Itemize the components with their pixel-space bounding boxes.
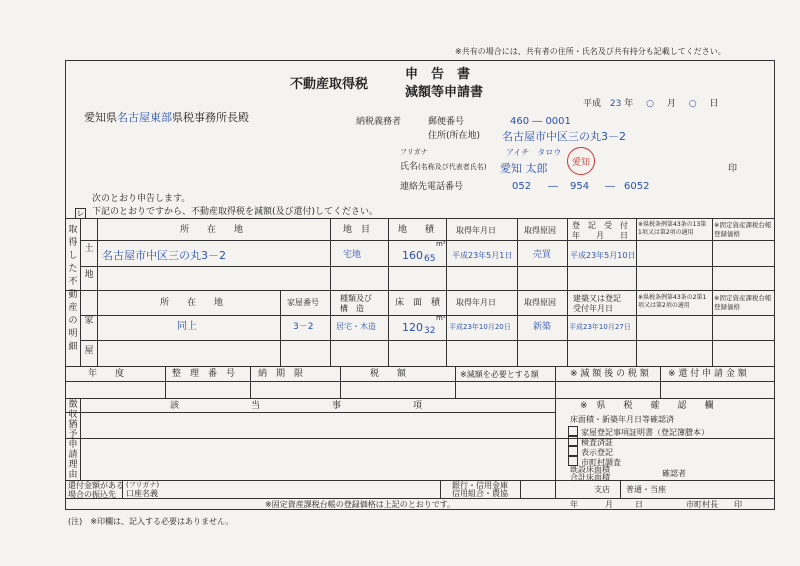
name-note: (名称及び代表者氏名) bbox=[418, 163, 487, 171]
land-category[interactable]: 宅地 bbox=[343, 250, 362, 260]
refund-branch: 支店 bbox=[594, 485, 610, 494]
date-era: 平成 bbox=[583, 99, 602, 109]
confirm-checkbox-2[interactable] bbox=[568, 436, 578, 446]
footer-month: 月 bbox=[605, 500, 613, 509]
land-area-unit: m² bbox=[436, 240, 446, 248]
building-acq-cause[interactable]: 新築 bbox=[533, 322, 552, 332]
taxpayer-label: 納税義務者 bbox=[356, 117, 402, 127]
phone-dash1: ― bbox=[548, 181, 558, 192]
confirmer-label: 確認者 bbox=[662, 469, 686, 478]
name-label bbox=[400, 163, 486, 172]
building-header-acq-cause: 取得原因 bbox=[524, 298, 556, 307]
furigana-value[interactable]: アイチ タロウ bbox=[506, 148, 562, 157]
address-label: 住所(所在地) bbox=[428, 131, 481, 141]
postal-value[interactable]: 460 ― 0001 bbox=[510, 116, 571, 127]
building-header-kind: 種類及び 構 造 bbox=[340, 294, 372, 313]
tax-amount-header: 税 額 bbox=[370, 369, 407, 379]
confirm-checkbox-3[interactable] bbox=[568, 446, 578, 456]
refund-label-2: 場合の振込先 bbox=[68, 490, 116, 499]
refund-bank: 銀行・信用金庫 bbox=[452, 481, 508, 490]
furigana-label: フリガナ bbox=[400, 148, 428, 156]
name-label-text: 氏名 bbox=[400, 162, 419, 172]
land-reg-date[interactable]: 平成23年5月10日 bbox=[570, 251, 636, 260]
deferral-label: 徴収猶予 bbox=[68, 400, 78, 440]
phone-area[interactable]: 052 bbox=[512, 181, 532, 192]
date-month-unit: 月 bbox=[666, 99, 676, 109]
phone-last[interactable]: 6052 bbox=[624, 181, 650, 192]
building-header-built-date: 建築又は登記 受付年月日 bbox=[573, 294, 621, 313]
building-area-dec[interactable]: 32 bbox=[424, 326, 436, 336]
reduce-checkbox[interactable]: レ bbox=[76, 209, 85, 218]
footer-year: 年 bbox=[570, 500, 578, 509]
land-header-note2: ※固定資産課税台帳登録価格 bbox=[714, 221, 772, 238]
date-line bbox=[583, 100, 718, 109]
land-label: 土地 bbox=[84, 244, 94, 280]
land-header-category: 地 目 bbox=[343, 225, 371, 235]
seal-mark: 印 bbox=[728, 164, 738, 174]
seal-stamp: 愛知 bbox=[567, 147, 595, 175]
bottom-note bbox=[68, 518, 233, 526]
footer-seal: 印 bbox=[734, 500, 742, 509]
land-area-int[interactable]: 160 bbox=[402, 249, 423, 262]
land-header-location: 所 在 地 bbox=[180, 225, 244, 235]
building-built-date[interactable]: 平成23年10月27日 bbox=[569, 323, 631, 331]
title-bottom: 減額等申請書 bbox=[405, 85, 484, 100]
reason-label: 申請理由 bbox=[68, 440, 78, 480]
building-location[interactable]: 同上 bbox=[177, 321, 197, 332]
land-header-acq-cause: 取得原因 bbox=[524, 226, 556, 235]
land-header-note1: ※県税条例第43条の13第1項又は第2項の適用 bbox=[638, 221, 707, 236]
date-day-unit: 日 bbox=[709, 99, 719, 109]
building-header-note2: ※固定資産課税台帳登録価格 bbox=[714, 294, 772, 311]
tax-after-header: ※ 減 額 後 の 税 額 bbox=[570, 369, 649, 379]
footer-note: ※固定資産課税台帳の登録価格は上記のとおりです。 bbox=[265, 500, 456, 509]
building-label: 家屋 bbox=[84, 316, 94, 356]
title-main: 不動産取得税 bbox=[290, 77, 369, 92]
land-header-acq-date: 取得年月日 bbox=[456, 226, 496, 235]
phone-mid[interactable]: 954 bbox=[570, 181, 590, 192]
refund-holder: 口座名義 bbox=[126, 489, 158, 498]
confirm-item-2: 検査済証 bbox=[568, 436, 613, 447]
refund-furigana: (フリガナ) bbox=[126, 481, 160, 489]
building-number[interactable]: 3－2 bbox=[293, 322, 314, 332]
footer-mayor: 市町村長 bbox=[686, 500, 718, 509]
addressee-office[interactable]: 名古屋東部 bbox=[117, 111, 172, 124]
tax-due-header: 納 期 限 bbox=[258, 369, 304, 379]
date-year[interactable]: 23 bbox=[609, 99, 622, 109]
confirm-header: ※ 県 税 確 認 欄 bbox=[580, 401, 714, 411]
tax-ref-header: 整 理 番 号 bbox=[172, 369, 236, 379]
building-header-location: 所 在 地 bbox=[160, 298, 224, 308]
land-area-dec[interactable]: 65 bbox=[424, 254, 436, 264]
confirm-item-0: 床面積・新築年月日等確認済 bbox=[570, 415, 674, 424]
acquired-property-label: 取得した不動産の明細 bbox=[68, 225, 78, 352]
top-note: ※共有の場合には、共有者の住所・氏名及び共有持分も記載してください。 bbox=[455, 47, 726, 56]
bottom-note-label: (注) bbox=[68, 517, 83, 526]
bottom-note-text: ※印欄は、記入する必要はありません。 bbox=[90, 517, 234, 526]
title-top: 申 告 書 bbox=[405, 67, 471, 82]
confirm-item-3: 表示登記 bbox=[568, 446, 613, 457]
building-area-int[interactable]: 120 bbox=[402, 321, 423, 334]
addressee bbox=[84, 112, 249, 123]
land-header-reg-date: 登 記 受 付 年 月 日 bbox=[572, 221, 628, 240]
tax-refund-header: ※ 還 付 申 請 金 額 bbox=[668, 369, 747, 379]
land-header-area: 地 積 bbox=[398, 225, 435, 235]
phone-dash2: ― bbox=[605, 181, 615, 192]
land-acq-date[interactable]: 平成23年5月1日 bbox=[452, 251, 513, 260]
reason-header: 該 当 事 項 bbox=[170, 401, 423, 411]
declare-2: 下記のとおりですから、不動産取得税を減額(及び還付)してください。 bbox=[92, 207, 379, 217]
building-area-unit: m² bbox=[436, 314, 446, 322]
addressee-prefix: 愛知県 bbox=[84, 111, 117, 124]
building-header-number: 家屋番号 bbox=[287, 298, 319, 307]
phone-label: 連絡先電話番号 bbox=[400, 182, 464, 192]
confirm-item-4: 市町村調査 bbox=[568, 456, 621, 467]
building-kind[interactable]: 居宅・木造 bbox=[336, 322, 376, 331]
building-acq-date[interactable]: 平成23年10月20日 bbox=[449, 323, 511, 331]
refund-label-1: 還付金額がある bbox=[68, 481, 124, 490]
building-header-area: 床 面 積 bbox=[395, 298, 441, 308]
footer-day: 日 bbox=[635, 500, 643, 509]
confirm-checkbox-1[interactable] bbox=[568, 426, 578, 436]
form-frame bbox=[65, 60, 775, 510]
refund-union: 信用組合・農協 bbox=[452, 489, 508, 498]
confirm-item-5: 既設床面積 bbox=[570, 465, 610, 474]
confirm-item-6: 合計床面積 bbox=[570, 473, 610, 482]
date-month[interactable]: ○ bbox=[646, 99, 654, 109]
name-value[interactable]: 愛知 太郎 bbox=[500, 162, 548, 175]
confirm-item-1: 家屋登記事項証明書（登記簿謄本） bbox=[568, 426, 709, 437]
date-day[interactable]: ○ bbox=[688, 99, 697, 109]
land-location[interactable]: 名古屋市中区三の丸3－2 bbox=[102, 249, 226, 262]
tax-reduce-header: ※減額を必要とする額 bbox=[460, 370, 539, 379]
declare-1: 次のとおり申告します。 bbox=[92, 194, 191, 204]
date-year-unit: 年 bbox=[624, 99, 634, 109]
building-header-acq-date: 取得年月日 bbox=[456, 298, 496, 307]
postal-label: 郵便番号 bbox=[428, 117, 465, 127]
land-acq-cause[interactable]: 売買 bbox=[533, 250, 552, 260]
address-value[interactable]: 名古屋市中区三の丸3－2 bbox=[502, 130, 626, 143]
tax-year-header: 年 度 bbox=[88, 369, 125, 379]
refund-type: 普通・当座 bbox=[626, 485, 666, 494]
addressee-suffix: 県税事務所長殿 bbox=[172, 111, 249, 124]
building-header-note1: ※県税条例第43条の2第1項又は第2項の適用 bbox=[638, 294, 707, 309]
